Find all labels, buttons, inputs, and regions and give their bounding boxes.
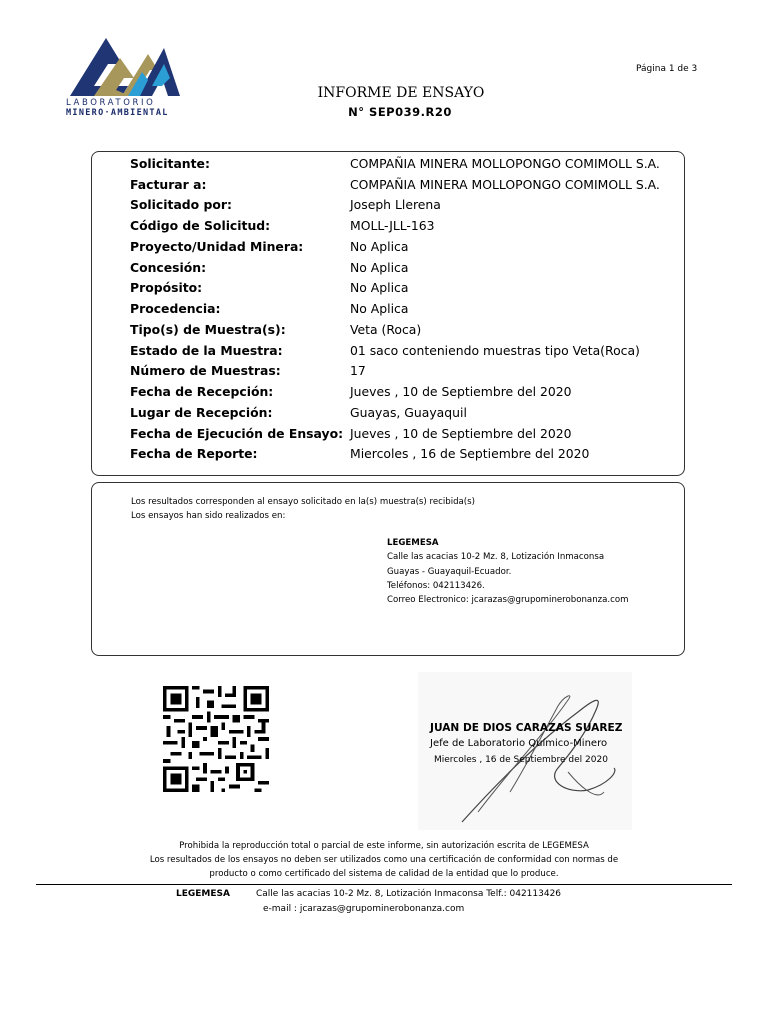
footer-email: e-mail : jcarazas@grupominerobonanza.com xyxy=(263,904,465,914)
info-value: Veta (Roca) xyxy=(350,322,422,337)
handwritten-signature-icon xyxy=(418,672,632,830)
info-row-codigo xyxy=(130,218,670,238)
info-value: COMPAÑIA MINERA MOLLOPONGO COMIMOLL S.A. xyxy=(350,156,660,171)
lab-address: Calle las acacias 10-2 Mz. 8, Lotización Inmaconsa xyxy=(387,552,605,562)
info-label: Número de Muestras: xyxy=(130,363,281,378)
info-row-fecha-recepcion xyxy=(130,384,670,404)
signatory-role: Jefe de Laboratorio Químico-Minero xyxy=(430,738,608,749)
info-label: Fecha de Ejecución de Ensayo: xyxy=(130,426,344,441)
mountain-logo-icon xyxy=(68,34,180,98)
info-label: Proyecto/Unidad Minera: xyxy=(130,239,304,254)
info-value: Joseph Llerena xyxy=(350,197,441,212)
info-row-numero-muestras xyxy=(130,363,670,383)
info-value: Guayas, Guayaquil xyxy=(350,405,467,420)
info-label: Solicitado por: xyxy=(130,197,232,212)
info-row-tipo-muestra xyxy=(130,322,670,342)
disclaimer-line-1: Prohibida la reproducción total o parcial de este informe, sin autorización escrita de LEGEMESA xyxy=(179,841,589,851)
info-value: No Aplica xyxy=(350,260,409,275)
signatory-name: JUAN DE DIOS CARAZAS SUAREZ xyxy=(430,722,623,734)
lab-logo xyxy=(60,34,190,124)
footer-address: Calle las acacias 10-2 Mz. 8, Lotización Inmaconsa Telf.: 042113426 xyxy=(256,889,562,899)
results-statement: Los resultados corresponden al ensayo solicitado en la(s) muestra(s) recibida(s) xyxy=(131,497,475,507)
results-box xyxy=(91,482,685,656)
info-row-fecha-ejecucion xyxy=(130,426,670,446)
info-value: MOLL-JLL-163 xyxy=(350,218,435,233)
info-row-lugar-recepcion xyxy=(130,405,670,425)
info-value: No Aplica xyxy=(350,239,409,254)
info-label: Concesión: xyxy=(130,260,207,275)
logo-text-bottom: MINERO·AMBIENTAL xyxy=(66,108,169,118)
signature-block xyxy=(418,672,632,830)
info-row-fecha-reporte xyxy=(130,446,670,466)
page-indicator: Página 1 de 3 xyxy=(636,64,698,74)
info-value: Miercoles , 16 de Septiembre del 2020 xyxy=(350,446,590,461)
info-label: Propósito: xyxy=(130,280,203,295)
info-label: Tipo(s) de Muestra(s): xyxy=(130,322,286,337)
logo-text-top: LABORATORIO xyxy=(66,98,156,108)
info-label: Fecha de Reporte: xyxy=(130,446,258,461)
info-row-proyecto xyxy=(130,239,670,259)
info-label: Procedencia: xyxy=(130,301,221,316)
info-label: Lugar de Recepción: xyxy=(130,405,273,420)
lab-phone: Teléfonos: 042113426. xyxy=(387,581,485,591)
info-value: COMPAÑIA MINERA MOLLOPONGO COMIMOLL S.A. xyxy=(350,177,660,192)
lab-name: LEGEMESA xyxy=(387,538,439,548)
info-label: Código de Solicitud: xyxy=(130,218,271,233)
info-row-procedencia xyxy=(130,301,670,321)
info-value: No Aplica xyxy=(350,301,409,316)
info-row-concesion xyxy=(130,260,670,280)
info-value: 01 saco conteniendo muestras tipo Veta(Roca) xyxy=(350,343,640,358)
footer-divider xyxy=(36,884,732,885)
disclaimer-line-3: producto o como certificado del sistema de calidad de la entidad que lo produce. xyxy=(209,869,559,879)
signature-date: Miercoles , 16 de Septiembre del 2020 xyxy=(434,755,608,765)
info-row-solicitado-por xyxy=(130,197,670,217)
info-label: Fecha de Recepción: xyxy=(130,384,274,399)
info-row-solicitante xyxy=(130,156,670,176)
info-row-estado-muestra xyxy=(130,343,670,363)
info-value: Jueves , 10 de Septiembre del 2020 xyxy=(350,384,572,399)
lab-email: Correo Electronico: jcarazas@grupominerobonanza.com xyxy=(387,595,629,605)
info-label: Estado de la Muestra: xyxy=(130,343,283,358)
info-value: 17 xyxy=(350,363,366,378)
footer-brand: LEGEMESA xyxy=(176,889,230,899)
info-value: Jueves , 10 de Septiembre del 2020 xyxy=(350,426,572,441)
info-row-proposito xyxy=(130,280,670,300)
info-row-facturar xyxy=(130,177,670,197)
info-label: Solicitante: xyxy=(130,156,210,171)
results-location-intro: Los ensayos han sido realizados en: xyxy=(131,511,286,521)
request-info-box xyxy=(91,151,685,476)
disclaimer-line-2: Los resultados de los ensayos no deben ser utilizados como una certificación de conformidad con normas de xyxy=(149,855,619,865)
document-number: N° SEP039.R20 xyxy=(348,105,452,119)
lab-city: Guayas - Guayaquil-Ecuador. xyxy=(387,567,512,577)
info-label: Facturar a: xyxy=(130,177,207,192)
info-value: No Aplica xyxy=(350,280,409,295)
document-title: INFORME DE ENSAYO xyxy=(317,85,485,101)
qr-code-icon xyxy=(160,686,272,792)
